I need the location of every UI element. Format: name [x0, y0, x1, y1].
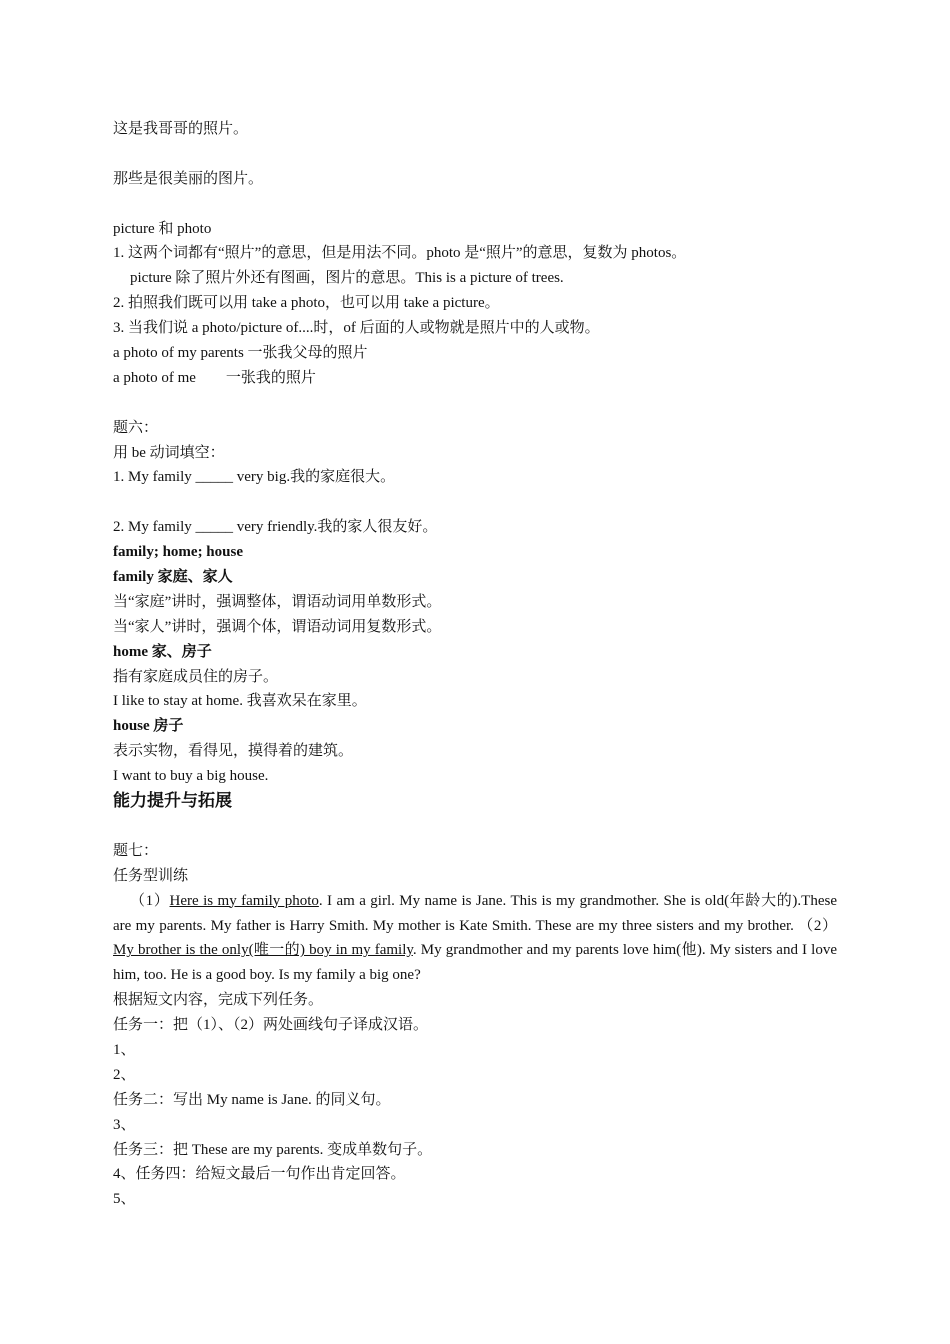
question-7-instruction: 根据短文内容，完成下列任务。: [113, 992, 324, 1009]
task-1: 任务一：把（1）、（2）两处画线句子译成汉语。: [113, 1017, 429, 1034]
home-heading: home 家、房子: [113, 643, 212, 660]
note-heading-picture-photo: picture 和 photo: [113, 220, 212, 237]
blank-line: [113, 142, 837, 167]
reading-passage: [113, 889, 837, 989]
note-example-2: a photo of me 一张我的照片: [113, 369, 316, 386]
question-7-title: 题七：: [113, 842, 159, 859]
note-3: 3. 当我们说 a photo/picture of....时，of 后面的人或物就是照片中的人或物。: [113, 320, 600, 337]
passage-mark-2: （2）: [798, 917, 837, 934]
note-example-1: a photo of my parents 一张我父母的照片: [113, 345, 368, 362]
vocab-heading: family; home; house: [113, 544, 243, 561]
answer-line-3: 3、: [113, 1116, 136, 1133]
example-sentence-1: 这是我哥哥的照片。: [113, 121, 249, 137]
passage-text-1: . I am a girl. My name is Jane. This is my grandmother. She is old(年龄大的).These are my parents. My father is Harry Smith. My mother is Kate Smith. These are my three sisters and my brother.: [113, 892, 837, 934]
example-sentence-2: 那些是很美丽的图片。: [113, 170, 264, 187]
blank-line: [113, 391, 837, 416]
family-note-1: 当“家庭”讲时，强调整体，谓语动词用单数形式。: [113, 593, 442, 610]
task-2: 任务二：写出 My name is Jane. 的同义句。: [113, 1091, 391, 1108]
note-1-continued: picture 除了照片外还有图画，图片的意思。This is a picture of trees.: [130, 270, 564, 287]
answer-line-1: 1、: [113, 1042, 136, 1059]
section-title: 能力提升与拓展: [113, 791, 232, 812]
document-content: [113, 117, 837, 1212]
question-6-title: 题六：: [113, 419, 159, 436]
question-6-instruction: 用 be 动词填空：: [113, 444, 225, 461]
question-6-item-2: 2. My family _____ very friendly.我的家人很友好。: [113, 519, 438, 536]
house-note-1: 表示实物，看得见，摸得着的建筑。: [113, 743, 354, 760]
blank-line: [113, 490, 837, 515]
house-heading: house 房子: [113, 718, 184, 735]
blank-line: [113, 192, 837, 217]
note-2: 2. 拍照我们既可以用 take a photo，也可以用 take a picture。: [113, 295, 500, 312]
passage-text-2: . My grandmother and my parents love him(他). My sisters and I love him, too. He is a good boy. Is my family a big one?: [113, 942, 837, 984]
passage-mark-1: （1）: [130, 892, 170, 909]
home-note-2: I like to stay at home. 我喜欢呆在家里。: [113, 693, 367, 710]
question-6-item-1: 1. My family _____ very big.我的家庭很大。: [113, 469, 396, 486]
task-3: 任务三：把 These are my parents. 变成单数句子。: [113, 1141, 433, 1158]
task-4: 4、任务四：给短文最后一句作出肯定回答。: [113, 1166, 406, 1183]
underlined-sentence-2: My brother is the only(唯一的) boy in my family: [113, 942, 413, 959]
blank-line: [113, 814, 837, 839]
question-7-subtitle: 任务型训练: [113, 867, 189, 884]
answer-line-2: 2、: [113, 1066, 136, 1083]
underlined-sentence-1: Here is my family photo: [169, 892, 319, 909]
family-heading: family 家庭、家人: [113, 569, 233, 586]
home-note-1: 指有家庭成员住的房子。: [113, 668, 279, 685]
answer-line-5: 5、: [113, 1191, 136, 1208]
note-1: 1. 这两个词都有“照片”的意思，但是用法不同。photo 是“照片”的意思，复数为 photos。: [113, 245, 687, 262]
house-note-2: I want to buy a big house.: [113, 768, 269, 785]
family-note-2: 当“家人”讲时，强调个体，谓语动词用复数形式。: [113, 618, 442, 635]
